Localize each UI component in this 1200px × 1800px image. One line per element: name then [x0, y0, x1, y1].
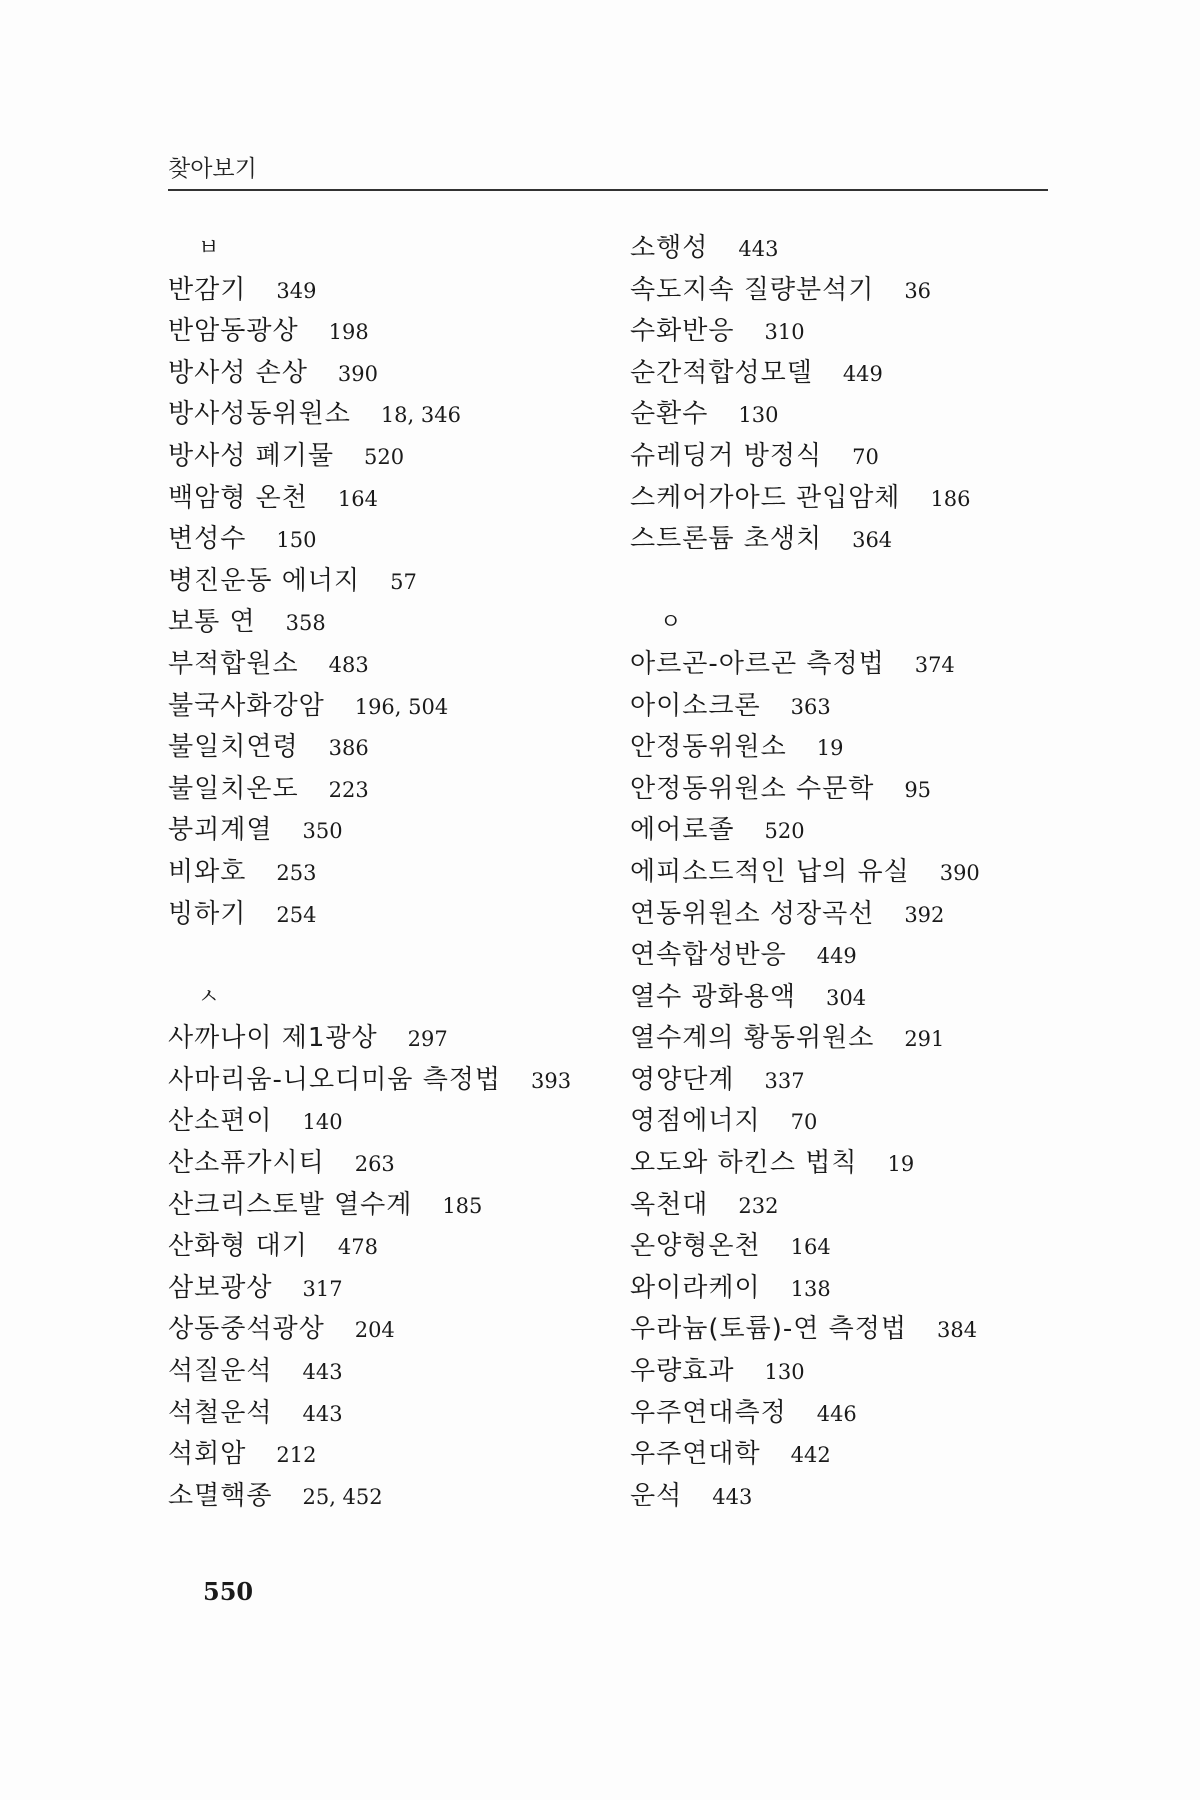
index-term: 스트론튬 초생치 [630, 524, 823, 555]
index-page-refs: 390 [337, 361, 378, 386]
index-entry [168, 270, 628, 312]
index-entry [630, 394, 1090, 436]
index-column-left [168, 228, 628, 1517]
index-term: 산소퓨가시티 [168, 1148, 325, 1179]
index-entry [168, 561, 628, 603]
index-entry [630, 686, 1090, 728]
index-term: 와이라케이 [630, 1272, 761, 1303]
index-term: 슈레딩거 방정식 [630, 440, 823, 471]
index-term: 석질운석 [168, 1356, 273, 1387]
index-page-refs: 130 [764, 1360, 805, 1385]
index-page-refs: 442 [790, 1443, 831, 1468]
index-entry [630, 311, 1090, 353]
index-page-refs: 393 [531, 1068, 572, 1093]
index-term: 빙하기 [168, 898, 247, 929]
index-term: 산소편이 [168, 1106, 273, 1137]
index-entry [630, 478, 1090, 520]
section-spacer [168, 935, 628, 977]
index-term: 사까나이 제1광상 [168, 1023, 378, 1054]
index-entry [168, 769, 628, 811]
index-term: 우라늄(토륨)-연 측정법 [630, 1314, 907, 1345]
index-entry [630, 353, 1090, 395]
index-entry [630, 1351, 1090, 1393]
index-page-refs: 443 [302, 1360, 343, 1385]
index-term: 연동위원소 성장곡선 [630, 898, 875, 929]
index-page-refs: 364 [852, 528, 893, 553]
index-entry [168, 810, 628, 852]
index-term: 산화형 대기 [168, 1231, 308, 1262]
index-term: 방사성 손상 [168, 357, 308, 388]
index-section-heading: ㅂ [198, 236, 220, 261]
index-term: 불일치연령 [168, 732, 299, 763]
index-section-heading: ㅇ [660, 610, 682, 636]
index-entry [630, 644, 1090, 686]
index-term: 붕괴계열 [168, 815, 273, 846]
index-term: 영양단계 [630, 1064, 735, 1095]
index-page-refs: 130 [738, 403, 779, 428]
index-entry [168, 1434, 628, 1476]
index-entry [630, 977, 1090, 1019]
index-page-refs: 19 [887, 1152, 915, 1177]
index-entry [630, 1143, 1090, 1185]
index-term: 열수계의 황동위원소 [630, 1023, 875, 1054]
index-page-refs: 443 [712, 1484, 753, 1509]
index-term: 석철운석 [168, 1397, 273, 1428]
index-page-refs: 478 [337, 1235, 378, 1260]
index-term: 우주연대학 [630, 1439, 761, 1470]
index-entry [630, 228, 1090, 270]
index-entry [168, 1185, 628, 1227]
index-page-refs: 223 [328, 777, 369, 802]
index-entry [630, 1185, 1090, 1227]
index-page-refs: 446 [816, 1401, 857, 1426]
index-term: 부적합원소 [168, 648, 299, 679]
index-page-refs: 95 [904, 777, 932, 802]
header-title: 찾아보기 [168, 156, 257, 182]
index-page-refs: 449 [816, 944, 857, 969]
index-page-refs: 204 [354, 1318, 395, 1343]
index-page-refs: 25, 452 [302, 1484, 383, 1509]
index-page-refs: 449 [842, 361, 883, 386]
index-page-refs: 36 [904, 278, 932, 303]
index-page-refs: 363 [790, 694, 831, 719]
index-page-refs: 317 [302, 1276, 343, 1301]
index-page-refs: 483 [328, 652, 369, 677]
index-entry [168, 478, 628, 520]
index-column-right [630, 228, 1090, 1517]
index-term: 산크리스토발 열수계 [168, 1189, 413, 1220]
index-page-refs: 390 [939, 860, 980, 885]
index-term: 소행성 [630, 233, 709, 263]
index-page-refs: 304 [825, 985, 867, 1010]
index-entry [168, 686, 628, 728]
index-page-refs: 232 [738, 1193, 779, 1218]
index-entry [168, 727, 628, 769]
index-term: 병진운동 에너지 [168, 565, 361, 596]
index-term: 옥천대 [630, 1189, 709, 1220]
index-page-refs: 350 [302, 819, 343, 844]
index-page-refs: 291 [904, 1027, 945, 1052]
index-page-refs: 198 [328, 320, 369, 345]
index-term: 방사성 폐기물 [168, 440, 334, 471]
index-entry [630, 1476, 1090, 1518]
index-entry [630, 1309, 1090, 1351]
index-page-refs: 57 [390, 569, 417, 594]
index-entry [168, 1351, 628, 1393]
index-page-refs: 253 [276, 860, 317, 885]
section-spacer [630, 561, 1090, 603]
index-entry [168, 894, 628, 936]
index-entry [168, 394, 628, 436]
index-entry [630, 1018, 1090, 1060]
index-term: 순간적합성모델 [630, 357, 813, 388]
index-page-refs: 164 [337, 486, 378, 511]
index-page-refs: 164 [790, 1235, 831, 1260]
index-entry [630, 270, 1090, 312]
index-term: 우량효과 [630, 1356, 735, 1387]
index-term: 방사성동위원소 [168, 399, 351, 430]
index-page-refs: 196, 504 [354, 694, 449, 719]
index-page-refs: 19 [816, 736, 844, 761]
index-term: 석회암 [168, 1439, 247, 1470]
index-entry [168, 644, 628, 686]
index-term: 수화반응 [630, 316, 735, 347]
index-page-refs: 443 [302, 1401, 343, 1426]
index-entry [630, 1393, 1090, 1435]
index-term: 영점에너지 [630, 1106, 761, 1137]
index-entry [630, 727, 1090, 769]
index-page-refs: 186 [930, 486, 971, 511]
index-entry [168, 852, 628, 894]
index-term: 아이소크론 [630, 690, 761, 721]
index-page-refs: 386 [328, 736, 369, 761]
index-entry [168, 1060, 628, 1102]
index-entry [630, 1060, 1090, 1102]
index-entry [630, 1101, 1090, 1143]
index-page-refs: 263 [354, 1152, 395, 1177]
index-entry [168, 353, 628, 395]
index-term: 삼보광상 [168, 1272, 273, 1303]
index-entry [168, 1268, 628, 1310]
index-term: 운석 [630, 1480, 683, 1511]
index-entry [168, 311, 628, 353]
index-page-refs: 358 [285, 611, 326, 636]
index-page-refs: 254 [276, 902, 317, 927]
index-page-refs: 384 [936, 1318, 978, 1343]
index-entry [630, 769, 1090, 811]
index-term: 열수 광화용액 [630, 981, 796, 1012]
index-page-refs: 520 [363, 444, 405, 469]
index-term: 오도와 하킨스 법칙 [630, 1148, 858, 1179]
index-entry [168, 1018, 628, 1060]
index-term: 불국사화강암 [168, 690, 325, 721]
index-term: 변성수 [168, 524, 247, 555]
page-header [168, 150, 1048, 191]
index-entry [630, 436, 1090, 478]
index-page-refs: 150 [276, 528, 317, 553]
index-page-refs: 349 [276, 278, 317, 303]
index-term: 아르곤-아르곤 측정법 [630, 648, 885, 679]
index-term: 안정동위원소 [630, 732, 787, 763]
index-entry [168, 602, 628, 644]
index-entry [168, 1101, 628, 1143]
index-term: 에피소드적인 납의 유실 [630, 856, 910, 887]
index-page-refs: 443 [738, 237, 779, 261]
index-page-refs: 297 [407, 1027, 448, 1052]
index-term: 반암동광상 [168, 316, 299, 347]
index-page-refs: 185 [442, 1193, 483, 1218]
index-term: 백암형 온천 [168, 482, 308, 513]
index-entry [630, 1268, 1090, 1310]
index-page-refs: 140 [302, 1110, 343, 1135]
index-entry [630, 894, 1090, 936]
index-page-refs: 70 [790, 1110, 818, 1135]
index-term: 안정동위원소 수문학 [630, 773, 875, 804]
index-entry [168, 1309, 628, 1351]
index-term: 보통 연 [168, 607, 256, 638]
index-term: 소멸핵종 [168, 1480, 273, 1511]
index-entry [630, 519, 1090, 561]
index-page-refs: 374 [914, 652, 955, 677]
index-entry [168, 1476, 628, 1518]
index-entry [168, 1143, 628, 1185]
index-entry [168, 1226, 628, 1268]
index-page-refs: 310 [764, 320, 805, 345]
index-term: 우주연대측정 [630, 1397, 787, 1428]
index-page-refs: 520 [764, 819, 805, 844]
index-entry [630, 935, 1090, 977]
index-entry [630, 810, 1090, 852]
index-entry [630, 1226, 1090, 1268]
index-term: 상동중석광상 [168, 1314, 325, 1345]
index-page-refs: 212 [276, 1443, 317, 1468]
index-page-refs: 392 [904, 902, 945, 927]
index-term: 비와호 [168, 856, 247, 887]
index-section-heading: ㅅ [198, 984, 220, 1010]
index-term: 온양형온천 [630, 1231, 761, 1262]
index-entry [168, 1393, 628, 1435]
index-page-refs: 337 [764, 1068, 805, 1093]
index-term: 연속합성반응 [630, 940, 787, 971]
index-entry [168, 519, 628, 561]
index-entry [168, 436, 628, 478]
index-page-refs: 18, 346 [380, 403, 461, 428]
index-entry [630, 852, 1090, 894]
index-term: 에어로졸 [630, 815, 735, 846]
index-term: 사마리움-니오디미움 측정법 [168, 1064, 502, 1095]
page-number: 550 [203, 1577, 254, 1606]
index-page-refs: 138 [790, 1276, 831, 1301]
index-term: 속도지속 질량분석기 [630, 274, 875, 305]
index-term: 불일치온도 [168, 773, 299, 804]
index-term: 반감기 [168, 274, 247, 305]
index-page-refs: 70 [852, 444, 879, 469]
index-term: 순환수 [630, 399, 709, 430]
index-term: 스케어가아드 관입암체 [630, 482, 901, 513]
index-entry [630, 1434, 1090, 1476]
